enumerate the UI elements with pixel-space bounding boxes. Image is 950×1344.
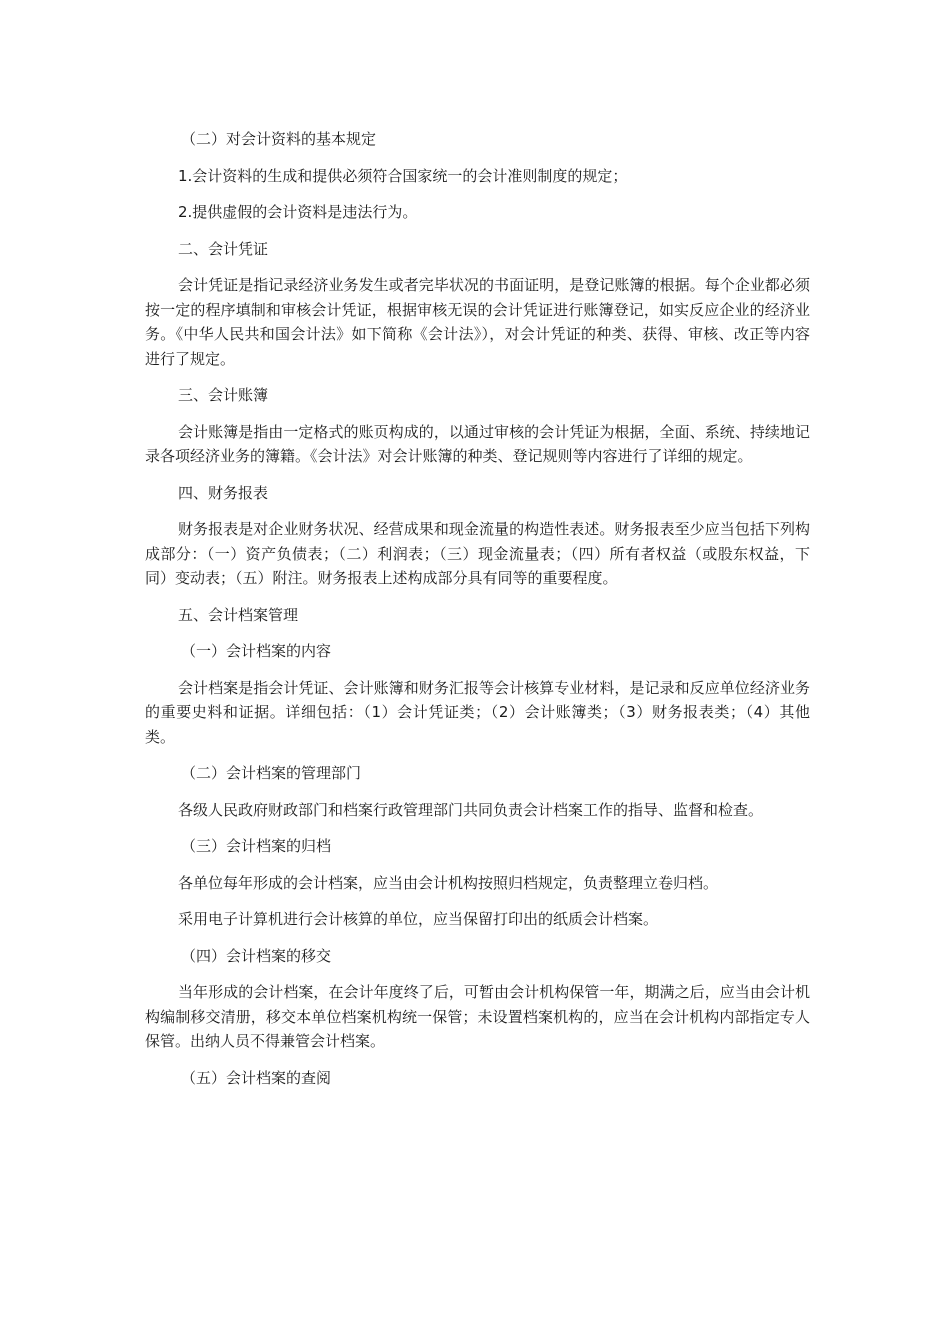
body-paragraph: 财务报表是对企业财务状况、经营成果和现金流量的构造性表述。财务报表至少应当包括下列构成部分：（一）资产负债表；（二）利润表；（三）现金流量表；（四）所有者权益（或股东权益，下同）变动表；（五）附注。财务报表上述构成部分具有同等的重要程度。 bbox=[145, 520, 810, 587]
section-heading: 二、会计凭证 bbox=[178, 239, 269, 258]
body-paragraph: 采用电子计算机进行会计核算的单位，应当保留打印出的纸质会计档案。 bbox=[178, 910, 659, 928]
body-paragraph: 会计档案是指会计凭证、会计账簿和财务汇报等会计核算专业材料，是记录和反应单位经济业务的重要史料和证据。详细包括：（1）会计凭证类；（2）会计账簿类；（3）财务报表类；（4）其他类。 bbox=[145, 678, 810, 746]
section-heading: 五、会计档案管理 bbox=[178, 605, 299, 624]
body-paragraph: 会计凭证是指记录经济业务发生或者完毕状况的书面证明，是登记账簿的根据。每个企业都必须按一定的程序填制和审核会计凭证，根据审核无误的会计凭证进行账簿登记，如实反应企业的经济业务。《中华人民共和国会计法》如下简称《会计法》），对会计凭证的种类、获得、审核、改正等内容进行了规定。 bbox=[145, 276, 810, 368]
section-subheading: （一）会计档案的内容 bbox=[181, 642, 332, 660]
section-subheading: （二）对会计资料的基本规定 bbox=[181, 130, 377, 148]
section-subheading: （三）会计档案的归档 bbox=[181, 837, 332, 855]
section-subheading: （五）会计档案的查阅 bbox=[181, 1068, 332, 1087]
section-heading: 三、会计账簿 bbox=[178, 386, 269, 404]
body-paragraph: 当年形成的会计档案，在会计年度终了后，可暂由会计机构保管一年，期满之后，应当由会计机构编制移交清册，移交本单位档案机构统一保管；未设置档案机构的，应当在会计机构内部指定专人保管。出纳人员不得兼管会计档案。 bbox=[145, 983, 810, 1050]
section-heading: 四、财务报表 bbox=[178, 483, 269, 502]
section-subheading: （二）会计档案的管理部门 bbox=[181, 764, 362, 782]
body-paragraph: 会计账簿是指由一定格式的账页构成的，以通过审核的会计凭证为根据，全面、系统、持续地记录各项经济业务的簿籍。《会计法》对会计账簿的种类、登记规则等内容进行了详细的规定。 bbox=[145, 422, 810, 465]
body-paragraph: 1.会计资料的生成和提供必须符合国家统一的会计准则制度的规定； bbox=[178, 166, 628, 185]
body-paragraph: 2.提供虚假的会计资料是违法行为。 bbox=[178, 203, 418, 221]
document-body bbox=[145, 127, 810, 1102]
section-subheading: （四）会计档案的移交 bbox=[181, 946, 332, 965]
body-paragraph: 各单位每年形成的会计档案，应当由会计机构按照归档规定，负责整理立卷归档。 bbox=[178, 873, 719, 892]
body-paragraph: 各级人民政府财政部门和档案行政管理部门共同负责会计档案工作的指导、监督和检查。 bbox=[178, 800, 764, 819]
